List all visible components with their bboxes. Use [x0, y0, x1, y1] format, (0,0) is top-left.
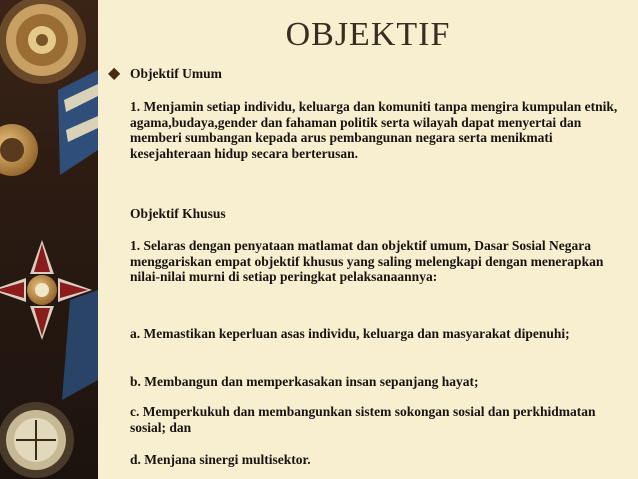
khusus-item-b: b. Membangun dan memperkasakan insan sepanjang hayat; [130, 374, 479, 389]
diamond-bullet-icon: ◆ [108, 65, 121, 82]
heading-objektif-umum: Objektif Umum [130, 66, 222, 81]
umum-point-1: 1. Menjamin setiap individu, keluarga dan komuniti tanpa mengira kumpulan etnik, agama,budaya,gender dan fahaman politik serta wilayah dapat menyertai dan memberi sumbangan kepada arus pembangunan negara serta menikmati kesejahteraan hidup secara berterusan. [130, 99, 618, 161]
khusus-item-a: a. Memastikan keperluan asas individu, keluarga dan masyarakat dipenuhi; [130, 326, 570, 341]
khusus-item-d: d. Menjana sinergi multisektor. [130, 452, 311, 467]
khusus-item-c: c. Memperkukuh dan membangunkan sistem sokongan sosial dan perkhidmatan sosial; dan [130, 404, 596, 435]
compass-icon [0, 402, 74, 478]
heading-objektif-khusus: Objektif Khusus [130, 206, 226, 221]
slide-title: OBJEKTIF [285, 16, 451, 53]
khusus-point-1: 1. Selaras dengan penyataan matlamat dan objektif umum, Dasar Sosial Negara menggariskan empat objektif khusus yang saling melengkapi dengan menerapkan nilai-nilai murni di setiap peringkat pelaksanaannya: [130, 238, 604, 284]
content-area [98, 0, 638, 479]
decorative-medals-image [0, 0, 98, 479]
